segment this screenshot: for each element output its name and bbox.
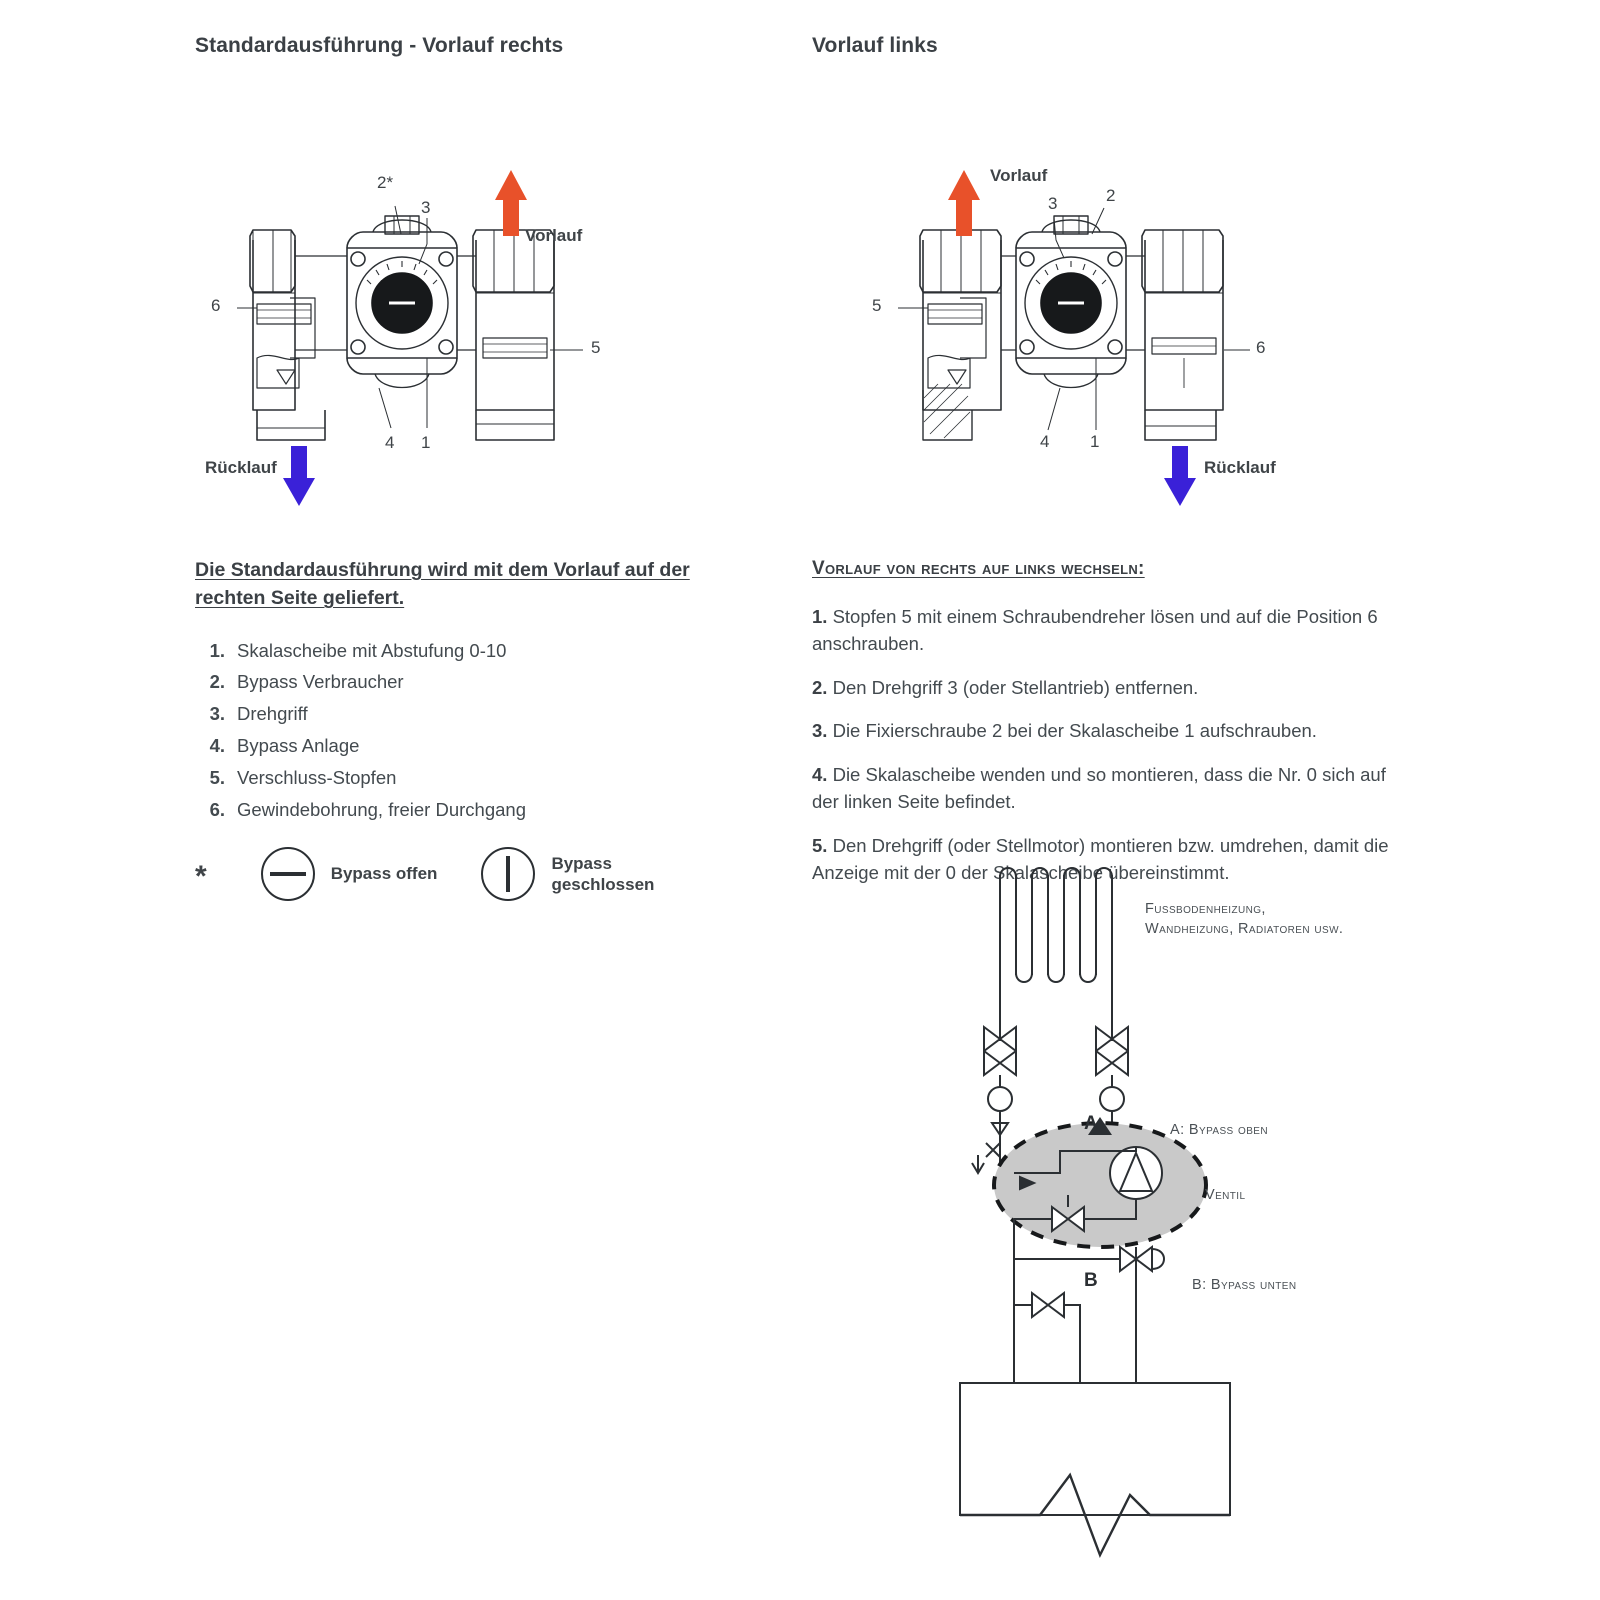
bypass-closed-label: Bypass geschlossen: [551, 853, 655, 894]
step-number: 3.: [812, 720, 828, 742]
bypass-closed-item: [479, 845, 654, 903]
system-schematic: [900, 855, 1460, 1555]
label-vorlauf-right-diagram: Vorlauf: [990, 166, 1048, 185]
marker-b: B: [1084, 1270, 1098, 1291]
legend-label: Bypass Anlage: [237, 734, 360, 756]
step-number: 1.: [812, 606, 828, 627]
step-text: Stopfen 5 mit einem Schraubendreher lösen und auf die Position 6 anschrauben.: [812, 606, 1378, 654]
right-section-title: Vorlauf links: [812, 34, 938, 57]
label-bypass-bottom: B: Bypass unten: [1192, 1277, 1297, 1293]
schematic-drawing: [900, 855, 1460, 1555]
legend-number: 3.: [209, 703, 225, 725]
legend-list: [195, 635, 795, 826]
label-heating-systems: Fussbodenheizung, Wandheizung, Radiatoren usw.: [1145, 901, 1344, 938]
legend-number: 5.: [209, 766, 225, 788]
bypass-closed-icon: [479, 845, 537, 903]
list-item: [812, 718, 1402, 745]
callout-1-left: 1: [421, 433, 431, 452]
legend-label: Skalascheibe mit Abstufung 0-10: [237, 639, 507, 661]
right-column: [812, 34, 1452, 904]
callout-2-star: 2*: [377, 173, 394, 192]
left-intro-text: Die Standardausführung wird mit dem Vorlauf auf der rechten Seite geliefert.: [195, 559, 690, 610]
bypass-open-item: [259, 845, 438, 903]
step-number: 5.: [812, 834, 828, 856]
return-arrow-down: [283, 446, 315, 506]
callout-6-right: 6: [1256, 338, 1266, 357]
list-item: [195, 730, 795, 762]
list-item: [195, 666, 795, 698]
callout-3-left: 3: [421, 198, 431, 217]
callout-3-right: 3: [1048, 194, 1058, 213]
right-subtitle: Vorlauf von rechts auf links wechseln:: [812, 558, 1145, 579]
valve-diagram-mirrored: [812, 58, 1452, 477]
flow-arrow-up: [495, 170, 527, 236]
label-ruecklauf-right-diagram: Rücklauf: [1204, 458, 1276, 477]
callout-1-right: 1: [1090, 432, 1100, 451]
left-section-title: Standardausführung - Vorlauf rechts: [195, 34, 564, 57]
valve-drawing-left: [812, 58, 1452, 458]
list-item: [812, 675, 1402, 702]
callout-5-right: 5: [872, 296, 882, 315]
callout-6-left: 6: [211, 296, 221, 315]
legend-number: 2.: [209, 671, 225, 693]
legend-number: 1.: [209, 639, 225, 661]
list-item: [812, 604, 1402, 658]
callout-4-left: 4: [385, 433, 395, 452]
bypass-symbol-legend: [195, 845, 654, 903]
valve-drawing-right: [195, 58, 795, 458]
legend-label: Drehgriff: [237, 703, 308, 725]
list-item: [195, 794, 795, 826]
step-text: Die Fixierschraube 2 bei der Skalascheibe 1 aufschrauben.: [832, 720, 1317, 742]
bypass-open-label: Bypass offen: [330, 864, 438, 884]
label-valve: Ventil: [1205, 1187, 1246, 1203]
list-item: [195, 698, 795, 730]
callout-5-left: 5: [591, 338, 601, 357]
valve-diagram-standard: [195, 58, 795, 477]
list-item: [195, 635, 795, 667]
legend-number: 6.: [209, 798, 225, 820]
flow-arrow-up-mirrored: [948, 170, 980, 236]
step-text: Die Skalascheibe wenden und so montieren, dass die Nr. 0 sich auf der linken Seite befindet.: [812, 764, 1386, 813]
label-vorlauf-left-diagram: Vorlauf: [525, 226, 583, 245]
step-text: Den Drehgriff 3 (oder Stellantrieb) entfernen.: [832, 676, 1199, 698]
marker-a: A: [1084, 1113, 1098, 1134]
list-item: [812, 762, 1402, 816]
list-item: [195, 762, 795, 794]
callout-4-right: 4: [1040, 432, 1050, 451]
bypass-open-icon: [259, 845, 317, 903]
callout-2-right: 2: [1106, 186, 1116, 205]
legend-number: 4.: [209, 734, 225, 756]
step-number: 2.: [812, 676, 828, 698]
asterisk-marker: *: [195, 860, 207, 893]
legend-label: Bypass Verbraucher: [237, 671, 404, 693]
label-bypass-top: A: Bypass oben: [1170, 1122, 1268, 1138]
step-text: Den Drehgriff (oder Stellmotor) montieren bzw. umdrehen, damit die Anzeige mit der 0 der Skalascheibe übereinstimmt.: [812, 834, 1389, 883]
legend-label: Gewindebohrung, freier Durchgang: [237, 798, 526, 820]
legend-label: Verschluss-Stopfen: [237, 766, 397, 788]
return-arrow-down-mirrored: [1164, 446, 1196, 506]
left-column: [195, 34, 795, 825]
step-number: 4.: [812, 764, 828, 786]
steps-list: [812, 604, 1452, 887]
label-ruecklauf-left-diagram: Rücklauf: [205, 458, 277, 477]
